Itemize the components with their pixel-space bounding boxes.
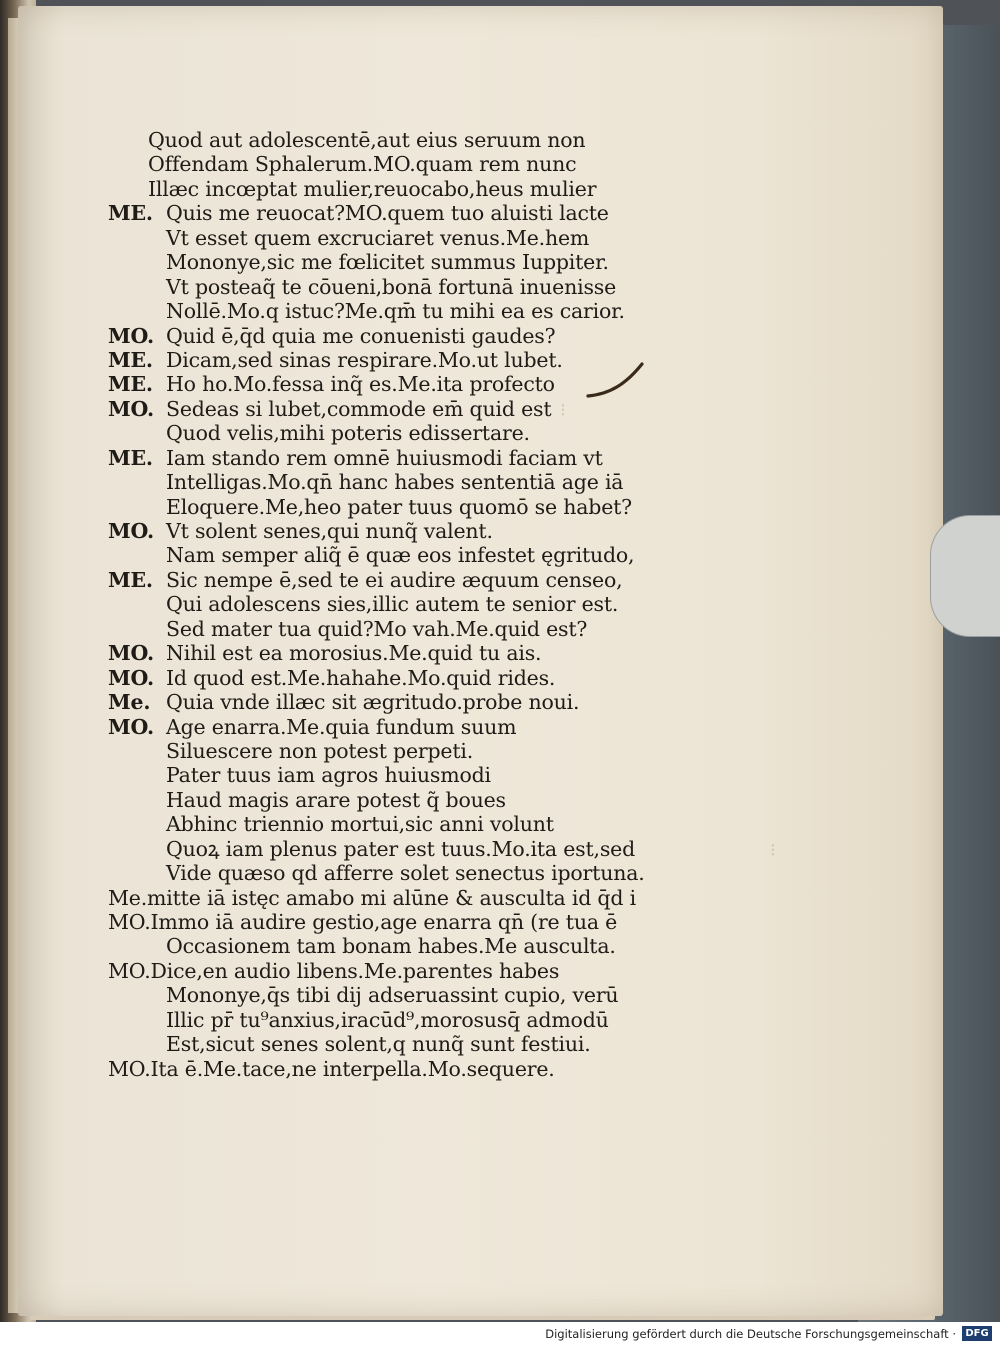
text-line [108, 152, 668, 176]
line-text: Illæc incœptat mulier,reuocabo,heus mulier [148, 176, 597, 201]
speaker-label: MO. [108, 519, 154, 543]
line-text: Quis me reuocat?MO.quem tuo aluisti lacte [166, 201, 609, 226]
text-line [108, 250, 668, 274]
text-line [108, 910, 668, 934]
speaker-label: ME. [108, 567, 153, 592]
speaker-label: Me. [108, 690, 151, 715]
line-text: Quod aut adolescentē,aut eius seruum non [148, 128, 586, 152]
bleed-through: ⁝ [560, 400, 566, 421]
text-line [108, 788, 668, 812]
line-text: Mononye,sic me fœlicitet summus Iuppiter. [166, 250, 609, 275]
line-text: Haud magis arare potest q̃ boues [166, 787, 506, 812]
text-line [108, 226, 668, 250]
line-text: Occasionem tam bonam habes.Me ausculta. [166, 934, 616, 959]
speaker-label: MO. [108, 323, 154, 348]
text-line [108, 983, 668, 1007]
text-line [108, 568, 668, 592]
line-text: Pater tuus iam agros huiusmodi [166, 763, 491, 788]
text-line [108, 886, 668, 910]
speaker-label: ME. [108, 445, 153, 470]
line-text: Ho ho.Mo.fessa inq̃ es.Me.ita profecto [166, 372, 555, 397]
line-text: Me.mitte iā istęc amabo mi alūne & ausculta id q̄d i [108, 885, 636, 910]
dfg-logo: DFG [962, 1326, 992, 1341]
line-text: Iam stando rem omnē huiusmodi faciam vt [166, 445, 603, 470]
text-line [108, 495, 668, 519]
line-text: Dicam,sed sinas respirare.Mo.ut lubet. [166, 347, 563, 372]
speaker-label: ME. [108, 372, 153, 397]
line-text: Vide quæso qd afferre solet senectus iportuna. [166, 861, 645, 886]
text-line [108, 446, 668, 470]
footer-credit: Digitalisierung gefördert durch die Deutsche Forschungsgemeinschaft · [545, 1327, 956, 1341]
speaker-label: MO. [108, 665, 154, 690]
line-text: Vt posteaq̃ te cōueni,bonā fortunā inuenisse [166, 274, 617, 299]
line-text: Quia vnde illæc sit ægritudo.probe noui. [166, 690, 580, 715]
line-text: Sic nempe ē,sed te ei audire æquum censeo, [166, 567, 623, 592]
text-line [108, 177, 668, 201]
text-line [108, 299, 668, 323]
line-text: Est,sicut senes solent,q nunq̃ sunt festiui. [166, 1032, 591, 1057]
text-line [108, 690, 668, 714]
text-line [108, 959, 668, 983]
line-text: MO.Ita ē.Me.tace,ne interpella.Mo.sequere. [108, 1056, 555, 1081]
line-text: Sedeas si lubet,commode em̄ quid est [166, 396, 552, 421]
text-block [108, 128, 668, 1081]
line-text: Nam semper aliq̃ ē quæ eos infestet ęgritudo, [166, 543, 635, 568]
text-line [108, 861, 668, 885]
line-text: Quid ē,q̄d quia me conuenisti gaudes? [166, 323, 556, 348]
text-line [108, 715, 668, 739]
text-line [108, 1008, 668, 1032]
line-text: Id quod est.Me.hahahe.Mo.quid rides. [166, 665, 556, 690]
text-line [108, 812, 668, 836]
bleed-through: ⁝ [770, 840, 776, 861]
text-line [108, 641, 668, 665]
line-text: Quod velis,mihi poteris edissertare. [166, 421, 530, 446]
text-line [108, 275, 668, 299]
line-text: Qui adolescens sies,illic autem te senior est. [166, 592, 619, 617]
line-text: Nollē.Mo.q istuc?Me.qm̄ tu mihi ea es carior. [166, 299, 625, 324]
footer-bar [0, 1322, 1000, 1347]
text-line [108, 763, 668, 787]
speaker-label: ME. [108, 201, 153, 226]
text-line [108, 1057, 668, 1081]
text-line [108, 519, 668, 543]
line-text: Siluescere non potest perpeti. [166, 738, 474, 763]
text-line [108, 592, 668, 616]
text-line [108, 397, 668, 421]
line-text: Intelligas.Mo.qn̄ hanc habes sententiā age iā [166, 470, 624, 495]
text-line [108, 543, 668, 567]
text-line [108, 372, 668, 396]
text-line [108, 421, 668, 445]
text-line [108, 666, 668, 690]
page-clip [930, 515, 1000, 637]
text-line [108, 201, 668, 225]
text-line [108, 470, 668, 494]
line-text: MO.Immo iā audire gestio,age enarra qn̄ (re tua ē [108, 910, 618, 934]
line-text: Vt solent senes,qui nunq̃ valent. [166, 519, 493, 543]
speaker-label: ME. [108, 347, 153, 372]
line-text: Quoꝝ iam plenus pater est tuus.Mo.ita est,sed [166, 836, 636, 861]
speaker-label: MO. [108, 641, 154, 666]
text-line [108, 739, 668, 763]
line-text: Age enarra.Me.quia fundum suum [166, 714, 517, 739]
line-text: Nihil est ea morosius.Me.quid tu ais. [166, 641, 542, 666]
line-text: MO.Dice,en audio libens.Me.parentes habes [108, 958, 560, 983]
line-text: Mononye,q̄s tibi dij adseruassint cupio, verū [166, 983, 619, 1008]
speaker-label: MO. [108, 714, 154, 739]
text-line [108, 348, 668, 372]
text-line [108, 324, 668, 348]
line-text: Abhinc triennio mortui,sic anni volunt [166, 812, 554, 837]
text-line [108, 837, 668, 861]
text-line [108, 934, 668, 958]
speaker-label: MO. [108, 396, 154, 421]
line-text: Sed mater tua quid?Mo vah.Me.quid est? [166, 616, 588, 641]
text-line [108, 128, 668, 152]
text-line [108, 1032, 668, 1056]
text-line [108, 617, 668, 641]
line-text: Illic pr̄ tu⁹anxius,iracūd⁹,morosusq̄ admodū [166, 1007, 609, 1032]
line-text: Eloquere.Me,heo pater tuus quomō se habet? [166, 494, 632, 519]
line-text: Vt esset quem excruciaret venus.Me.hem [166, 225, 590, 250]
line-text: Offendam Sphalerum.MO.quam rem nunc [148, 152, 577, 177]
